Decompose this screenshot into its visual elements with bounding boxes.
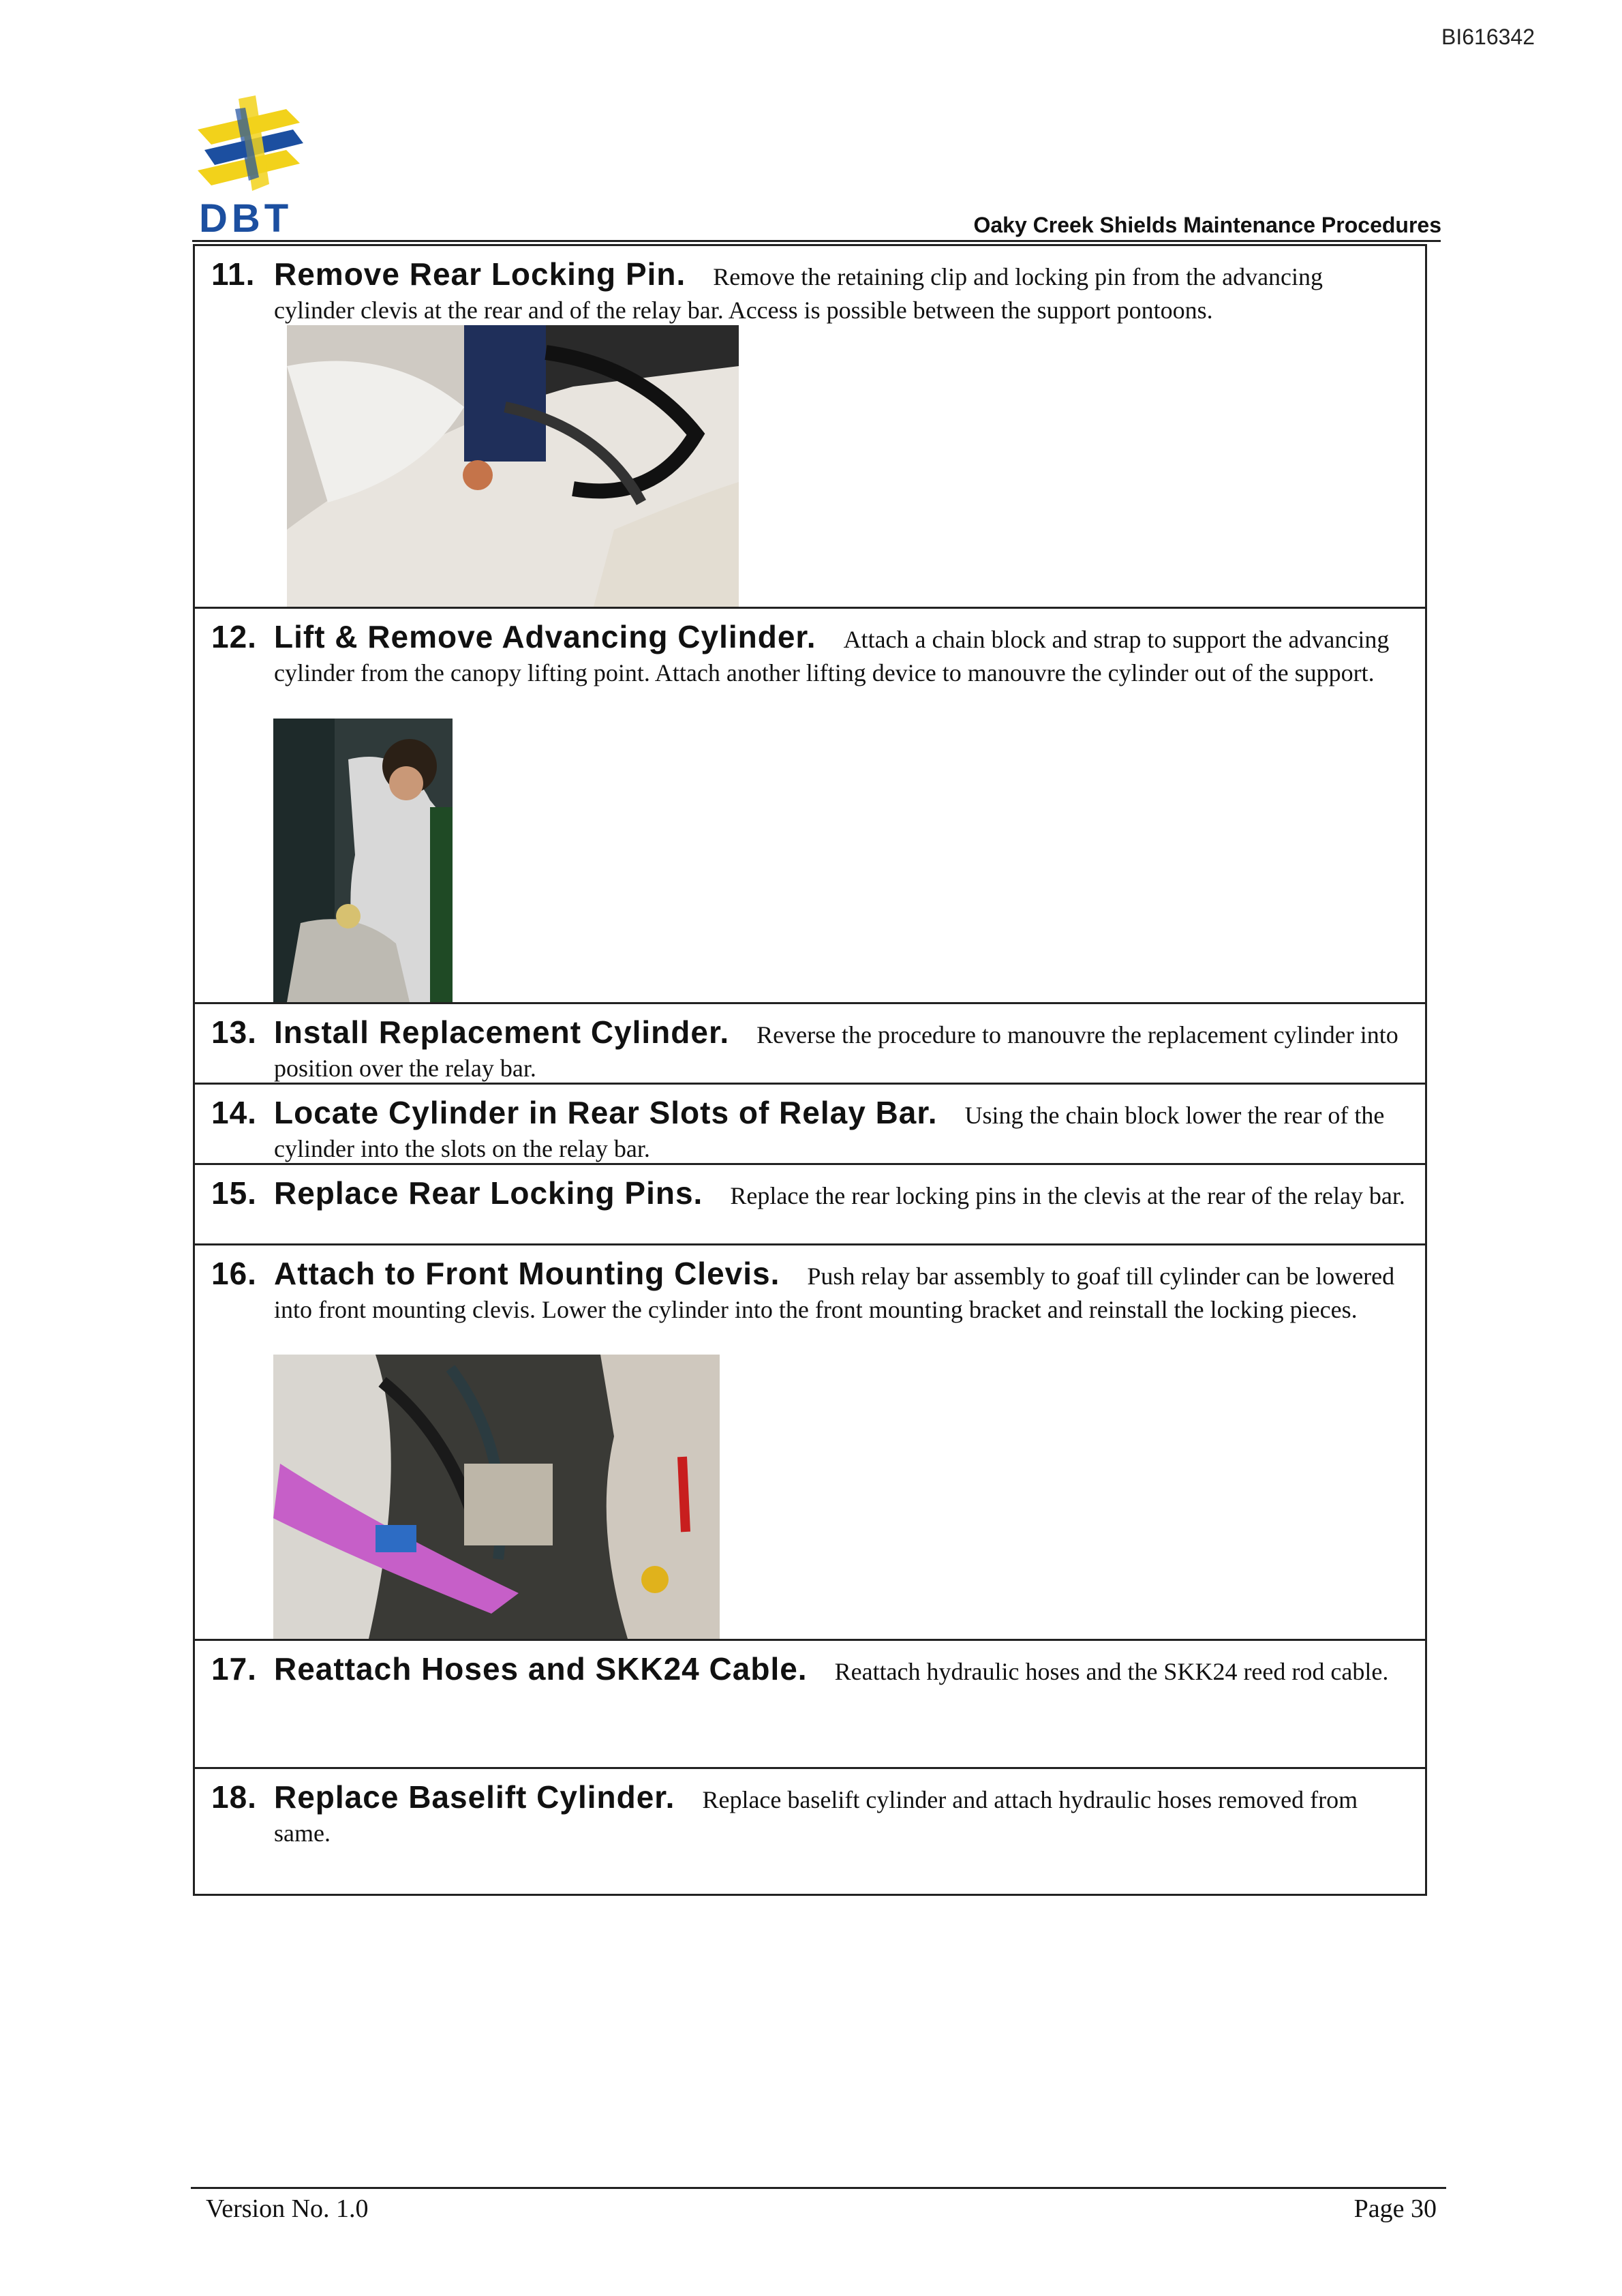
step-17 bbox=[195, 1639, 1425, 1767]
step-number: 15. bbox=[211, 1175, 257, 1211]
step-text: Push relay bar assembly to goaf till cylinder can be lowered into front mounting clevis. Lower the cylinder into the front mounting bracket and reinstall the locking pieces. bbox=[274, 1263, 1395, 1323]
document-id: BI616342 bbox=[1441, 25, 1535, 49]
step-text: Using the chain block lower the rear of the cylinder into the slots on the relay bar. bbox=[274, 1102, 1385, 1162]
step-15 bbox=[195, 1163, 1425, 1243]
step-number: 17. bbox=[211, 1651, 257, 1687]
step-title: Install Replacement Cylinder. bbox=[274, 1014, 730, 1050]
step-number: 18. bbox=[211, 1779, 257, 1815]
step-12 bbox=[195, 607, 1425, 1002]
photo-front-clevis bbox=[273, 1355, 720, 1639]
step-title: Remove Rear Locking Pin. bbox=[274, 256, 686, 292]
header-divider bbox=[192, 240, 1441, 242]
procedure-steps bbox=[193, 244, 1427, 1896]
step-title: Reattach Hoses and SKK24 Cable. bbox=[274, 1651, 808, 1687]
step-text: Replace baselift cylinder and attach hydraulic hoses removed from same. bbox=[274, 1786, 1358, 1847]
photo-locking-pin bbox=[287, 325, 739, 607]
page-number: Page 30 bbox=[1353, 2194, 1437, 2223]
step-18 bbox=[195, 1767, 1425, 1894]
step-number: 14. bbox=[211, 1095, 257, 1130]
step-number: 12. bbox=[211, 619, 257, 654]
step-text: Reverse the procedure to manouvre the replacement cylinder into position over the relay bar. bbox=[274, 1021, 1398, 1082]
step-text: Attach a chain block and strap to support the advancing cylinder from the canopy lifting point. Attach another lifting device to manouvre the cylinder out of the support. bbox=[274, 626, 1390, 686]
svg-text:DBT: DBT bbox=[199, 196, 293, 239]
dbt-logo bbox=[198, 95, 307, 239]
step-13 bbox=[195, 1002, 1425, 1083]
step-title: Locate Cylinder in Rear Slots of Relay Bar. bbox=[274, 1095, 938, 1130]
step-number: 16. bbox=[211, 1256, 257, 1291]
step-title: Replace Rear Locking Pins. bbox=[274, 1175, 703, 1211]
step-text: Remove the retaining clip and locking pin from the advancing cylinder clevis at the rear and of the relay bar. Access is possible between the support pontoons. bbox=[274, 263, 1323, 324]
header-title: Oaky Creek Shields Maintenance Procedures bbox=[973, 213, 1441, 237]
step-number: 13. bbox=[211, 1014, 257, 1050]
step-title: Replace Baselift Cylinder. bbox=[274, 1779, 675, 1815]
step-title: Attach to Front Mounting Clevis. bbox=[274, 1256, 780, 1291]
step-text: Reattach hydraulic hoses and the SKK24 reed rod cable. bbox=[834, 1658, 1389, 1685]
step-number: 11. bbox=[211, 256, 256, 292]
step-text: Replace the rear locking pins in the clevis at the rear of the relay bar. bbox=[730, 1182, 1405, 1209]
photo-worker-cylinder bbox=[273, 719, 453, 1002]
step-16 bbox=[195, 1243, 1425, 1639]
step-11 bbox=[195, 244, 1425, 607]
step-title: Lift & Remove Advancing Cylinder. bbox=[274, 619, 816, 654]
step-14 bbox=[195, 1083, 1425, 1163]
footer-divider bbox=[191, 2187, 1446, 2189]
version-number: Version No. 1.0 bbox=[206, 2194, 369, 2223]
